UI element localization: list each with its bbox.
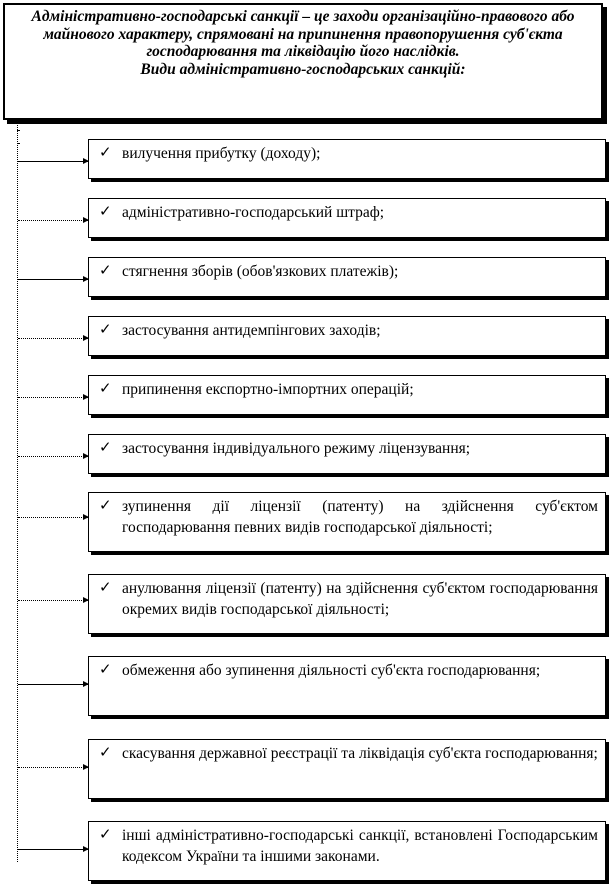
sanction-label: адміністративно-господарський штраф; (122, 204, 385, 221)
arrow-connector (18, 456, 88, 457)
sanction-item (88, 198, 606, 238)
arrow-connector (18, 684, 88, 685)
sanction-item (88, 434, 606, 474)
check-mark-icon: ✓ (99, 660, 112, 678)
check-mark-icon: ✓ (99, 438, 112, 456)
connector-trunk (17, 120, 18, 862)
sanction-label: застосування індивідуального режиму ліцензування; (122, 440, 471, 457)
definition-text: Адміністративно-господарські санкції – це заходи організаційно-правового або майнового характеру, спрямовані на припинення правопорушення суб'єкта господарювання та ліквідацію його наслідків. (31, 8, 575, 60)
sanction-item (88, 492, 606, 552)
sanction-label: анулювання ліцензії (патенту) на здійснення суб'єктом господарювання окремих видів господарської діяльності; (122, 580, 598, 618)
sanction-item (88, 316, 606, 356)
sanction-item (88, 574, 606, 634)
arrow-connector (18, 161, 88, 162)
arrow-connector (18, 397, 88, 398)
check-mark-icon: ✓ (99, 379, 112, 397)
arrow-connector (18, 338, 88, 339)
arrow-connector (18, 220, 88, 221)
sanction-item (88, 257, 606, 297)
check-mark-icon: ✓ (99, 320, 112, 338)
check-mark-icon: ✓ (99, 825, 112, 843)
check-mark-icon: ✓ (99, 496, 112, 514)
arrow-connector (18, 600, 88, 601)
check-mark-icon: ✓ (99, 578, 112, 596)
check-mark-icon: ✓ (99, 261, 112, 279)
sanction-item (88, 375, 606, 415)
check-mark-icon: ✓ (99, 143, 112, 161)
sanction-label: обмеження або зупинення діяльності суб'єкта господарювання; (122, 662, 541, 679)
arrow-connector (18, 849, 88, 850)
sanction-item (88, 139, 606, 179)
check-mark-icon: ✓ (99, 202, 112, 220)
check-mark-icon: ✓ (99, 743, 112, 761)
definition-header (3, 3, 603, 120)
sanction-label: застосування антидемпінгових заходів; (122, 322, 381, 339)
trunk-tick (17, 130, 20, 131)
arrow-connector (18, 517, 88, 518)
types-heading: Види адміністративно-господарських санкцій: (140, 60, 466, 78)
arrow-connector (18, 279, 88, 280)
arrow-connector (18, 767, 88, 768)
sanction-item (88, 739, 606, 799)
trunk-tick (17, 143, 20, 144)
sanction-label: скасування державної реєстрації та ліквідація суб'єкта господарювання; (122, 745, 598, 762)
sanction-item (88, 821, 606, 881)
sanction-label: стягнення зборів (обов'язкових платежів); (122, 263, 399, 280)
sanction-label: припинення експортно-імпортних операцій; (122, 381, 414, 398)
sanction-item (88, 656, 606, 716)
sanction-label: зупинення дії ліцензії (патенту) на здійснення суб'єктом господарювання певних видів господарської діяльності; (122, 498, 598, 536)
sanction-label: інші адміністративно-господарські санкції, встановлені Господарським кодексом України та іншими законами. (122, 827, 598, 865)
sanction-label: вилучення прибутку (доходу); (122, 145, 321, 162)
